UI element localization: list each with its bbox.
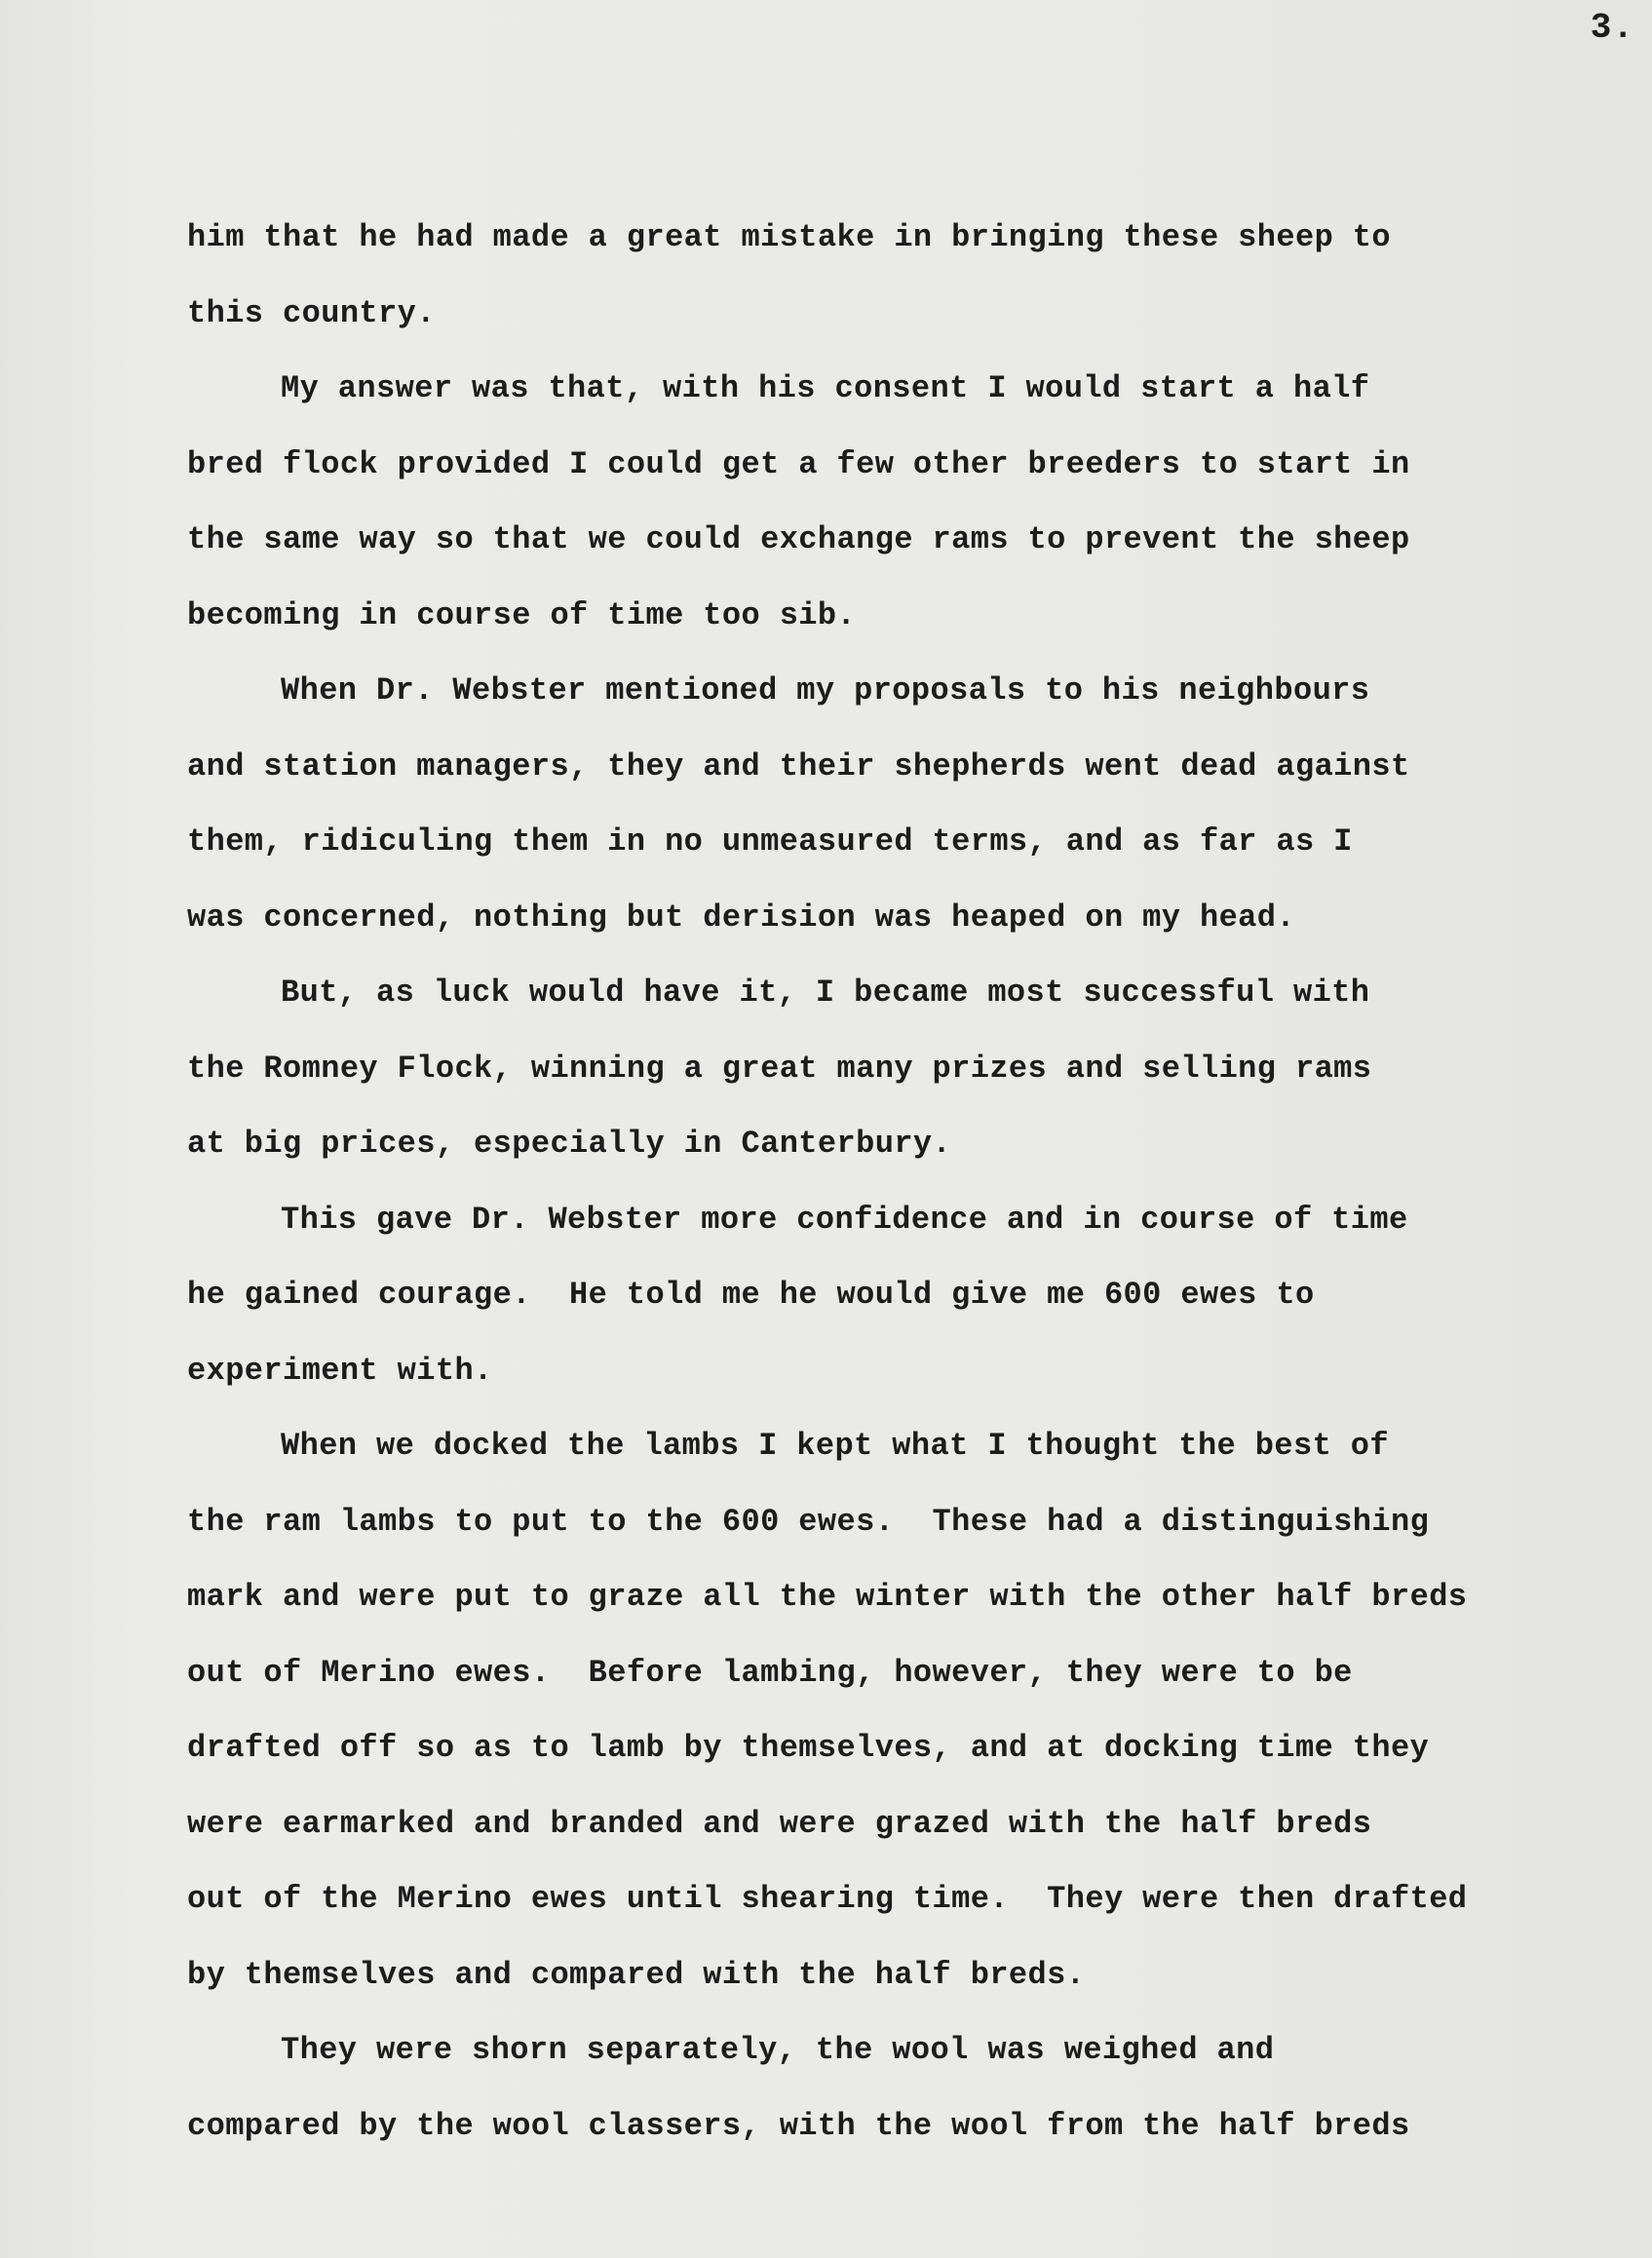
text-line: out of Merino ewes. Before lambing, however, they were to be — [187, 1654, 1353, 1691]
text-line: mark and were put to graze all the winter with the other half breds — [187, 1579, 1468, 1615]
text-line: and station managers, they and their shepherds went dead against — [187, 747, 1410, 785]
text-line: was concerned, nothing but derision was heaped on my head. — [187, 899, 1295, 936]
text-line: the same way so that we could exchange rams to prevent the sheep — [187, 521, 1410, 557]
text-line: he gained courage. He told me he would give me 600 ewes to — [187, 1277, 1315, 1313]
text-line: out of the Merino ewes until shearing time. They were then drafted — [187, 1881, 1468, 1917]
text-line: them, ridiculing them in no unmeasured terms, and as far as I — [187, 823, 1353, 860]
text-line: compared by the wool classers, with the wool from the half breds — [187, 2107, 1410, 2144]
text-line: becoming in course of time too sib. — [187, 596, 857, 633]
text-line: experiment with. — [187, 1352, 493, 1389]
text-line: This gave Dr. Webster more confidence and in course of time — [281, 1201, 1408, 1238]
page-number: 3. — [1590, 8, 1634, 48]
text-line: When Dr. Webster mentioned my proposals to his neighbours — [281, 672, 1370, 708]
text-line: drafted off so as to lamb by themselves, and at docking time they — [187, 1730, 1430, 1766]
text-line: at big prices, especially in Canterbury. — [187, 1126, 952, 1162]
text-line: the ram lambs to put to the 600 ewes. These had a distinguishing — [187, 1503, 1430, 1540]
text-line: him that he had made a great mistake in bringing these sheep to — [187, 219, 1391, 255]
text-line: bred flock provided I could get a few other breeders to start in — [187, 445, 1410, 482]
text-line: They were shorn separately, the wool was weighed and — [281, 2032, 1275, 2068]
text-line: When we docked the lambs I kept what I thought the best of — [281, 1428, 1389, 1464]
text-line: by themselves and compared with the half breds. — [187, 1956, 1086, 1993]
text-line: this country. — [187, 294, 436, 331]
text-line: My answer was that, with his consent I would start a half — [281, 370, 1370, 406]
text-line: But, as luck would have it, I became most successful with — [281, 975, 1370, 1011]
typed-text-body — [187, 200, 1571, 2163]
text-line: the Romney Flock, winning a great many prizes and selling rams — [187, 1050, 1372, 1087]
text-line: were earmarked and branded and were grazed with the half breds — [187, 1805, 1372, 1842]
